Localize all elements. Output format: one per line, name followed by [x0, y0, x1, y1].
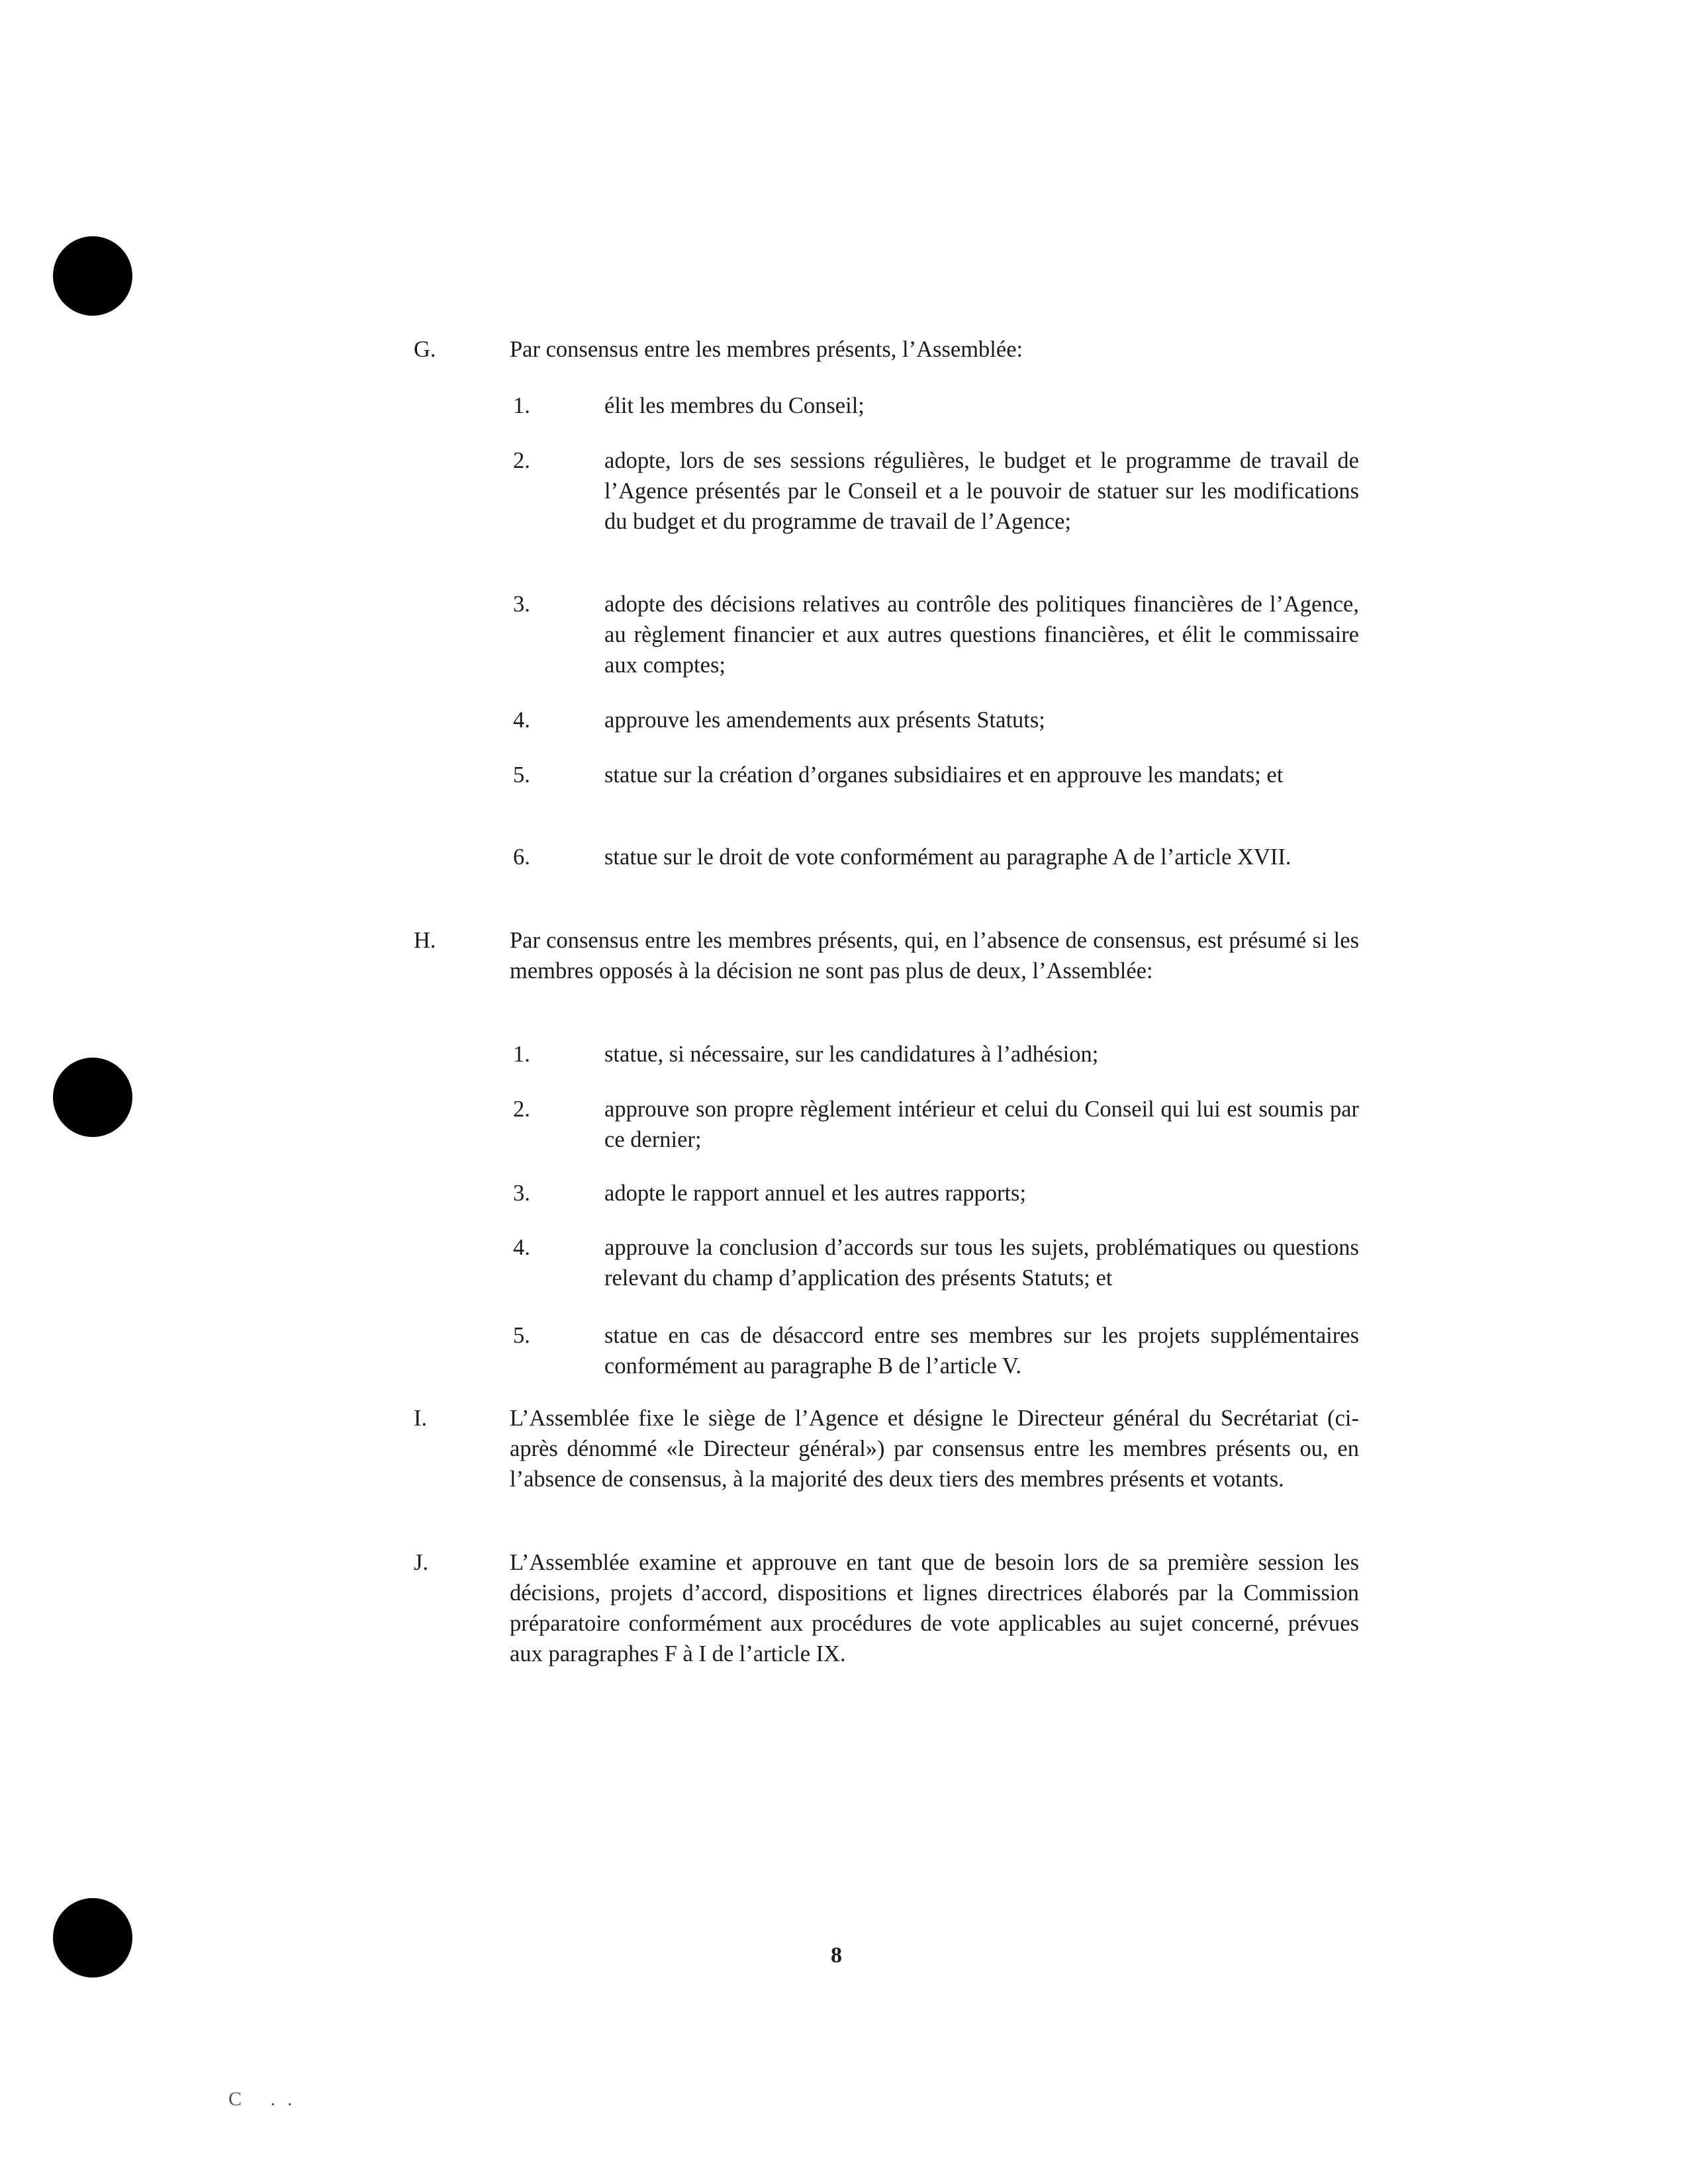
item-number: 4. — [513, 707, 530, 733]
page-number: 8 — [831, 1943, 842, 1968]
item-text: adopte le rapport annuel et les autres rapports; — [604, 1181, 1027, 1206]
section-letter: J. — [414, 1550, 429, 1575]
item-text: approuve la conclusion d’accords sur tous les sujets, problématiques ou questions relevant du champ d’application des présents Statuts; et — [604, 1235, 1359, 1291]
punch-hole — [53, 1898, 132, 1978]
section-text: Par consensus entre les membres présents, l’Assemblée: — [510, 337, 1023, 362]
punch-hole — [53, 236, 132, 316]
section-text: L’Assemblée fixe le siège de l’Agence et désigne le Directeur général du Secrétariat (ci-après dénommé «le Directeur général») par consensus entre les membres présents ou, en l’absence de consensus, à la majorité des deux tiers des membres présents et votants. — [510, 1406, 1359, 1492]
item-text: approuve les amendements aux présents Statuts; — [604, 707, 1045, 733]
item-text: adopte des décisions relatives au contrôle des politiques financières de l’Agence, au règlement financier et aux autres questions financières, et élit le commissaire aux comptes; — [604, 592, 1359, 678]
section-letter: G. — [414, 337, 436, 362]
item-number: 1. — [513, 393, 530, 418]
section-text: Par consensus entre les membres présents, qui, en l’absence de consensus, est présumé si les membres opposés à la décision ne sont pas plus de deux, l’Assemblée: — [510, 928, 1359, 983]
item-number: 4. — [513, 1235, 530, 1260]
item-number: 3. — [513, 592, 530, 617]
punch-hole — [53, 1058, 132, 1137]
section-letter: I. — [414, 1406, 428, 1431]
item-number: 2. — [513, 1097, 530, 1122]
footer-fragment: C .. — [228, 2088, 305, 2110]
section-text: L’Assemblée examine et approuve en tant que de besoin lors de sa première session les décisions, projets d’accord, dispositions et lignes directrices élaborés par la Commission préparatoire conformément aux procédures de vote applicables au sujet concerné, prévues aux paragraphes F à I de l’article IX. — [510, 1550, 1359, 1666]
item-text: élit les membres du Conseil; — [604, 393, 865, 418]
item-text: statue sur le droit de vote conformément au paragraphe A de l’article XVII. — [604, 844, 1291, 870]
item-number: 5. — [513, 762, 530, 788]
item-number: 3. — [513, 1181, 530, 1206]
item-text: statue en cas de désaccord entre ses membres sur les projets supplémentaires conformément au paragraphe B de l’article V. — [604, 1323, 1359, 1379]
item-number: 1. — [513, 1042, 530, 1067]
item-text: approuve son propre règlement intérieur et celui du Conseil qui lui est soumis par ce dernier; — [604, 1097, 1359, 1152]
item-number: 2. — [513, 448, 530, 473]
section-letter: H. — [414, 928, 436, 953]
item-text: statue sur la création d’organes subsidiaires et en approuve les mandats; et — [604, 762, 1284, 788]
item-number: 5. — [513, 1323, 530, 1348]
item-text: adopte, lors de ses sessions régulières, le budget et le programme de travail de l’Agence présentés par le Conseil et a le pouvoir de statuer sur les modifications du budget et du programme de travail de l’Agence; — [604, 448, 1359, 534]
item-text: statue, si nécessaire, sur les candidatures à l’adhésion; — [604, 1042, 1099, 1067]
item-number: 6. — [513, 844, 530, 870]
